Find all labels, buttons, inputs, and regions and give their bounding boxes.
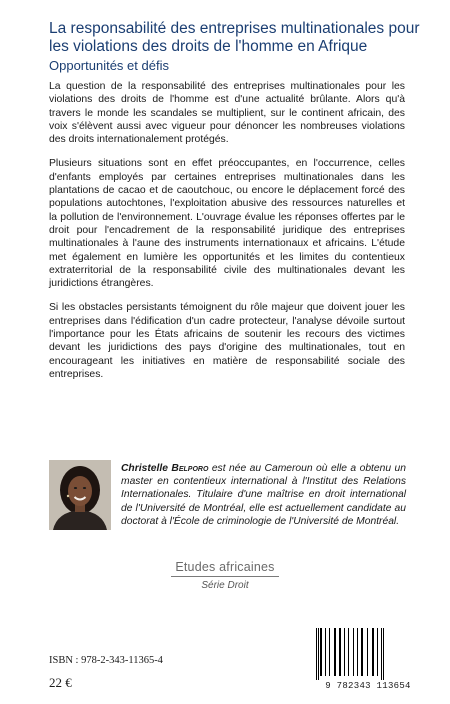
summary-paragraph-3: Si les obstacles persistants témoignent du rôle majeur que doivent jouer les entreprises dans l'édification d'un cadre protecteur, l'analyse dévoile surtout l'importance pour les États africains de soutenir les recours des victimes devant les juridictions des pays d'origine des multinationales, tout en encourageant les initiatives en matière de responsabilité sociale des entreprises. [49,302,405,380]
series-name: Etudes africaines [171,560,278,577]
barcode-digits: 9 782343 113654 [325,681,411,691]
barcode-bars [312,628,424,680]
author-bio-text: est née au Cameroun où elle a obtenu un master en contentieux international à l'Institut des Relations Internationales. Titulaire d'une maîtrise en droit international de l'Université de Montréal, elle est actuellement candidate au doctorat à l'École de criminologie de l'Université de Montréal. [121,463,406,527]
author-portrait-image [49,460,111,530]
author-first-name: Christelle [121,463,168,474]
author-bio [121,462,406,528]
title-block [49,20,429,74]
author-last-name: Belporo [171,463,209,474]
summary-paragraph-1: La question de la responsabilité des entreprises multinationales pour les violations des droits de l'homme est d'une actualité brûlante. Alors qu'à travers le monde les scandales se multiplient, sur le continent africain, des voix s'élèvent aussi avec vigueur pour dénoncer les nombreuses violations des droits internationalement protégés. [49,81,405,146]
price: 22 € [49,675,72,690]
summary-paragraph-2: Plusieurs situations sont en effet préoccupantes, en l'occurrence, celles d'enfants employés par certaines entreprises multinationales dans les plantations de cacao et de caoutchouc, ou encore le déplacement forcé des populations autochtones, l'exploitation abusive des ressources naturelles et la pollution de l'environnement. L'ouvrage évalue les réponses offertes par le droit pour l'encadrement de la responsabilité juridique des entreprises multinationales à l'aune des instruments internationaux et africains. L'étude met également en lumière les opportunités et les limites du contentieux extraterritorial de la responsabilité civile des multinationales devant les juridictions étrangères. [49,158,405,290]
back-cover-summary [49,80,405,392]
author-photo [49,460,111,530]
book-subtitle: Opportunités et défis [49,58,169,73]
series-block [0,558,450,591]
series-subtitle: Série Droit [201,580,249,591]
book-title: La responsabilité des entreprises multinationales pour les violations des droits de l'homme en Afrique [49,20,420,55]
isbn: ISBN : 978-2-343-11365-4 [49,655,163,666]
barcode [312,628,424,692]
